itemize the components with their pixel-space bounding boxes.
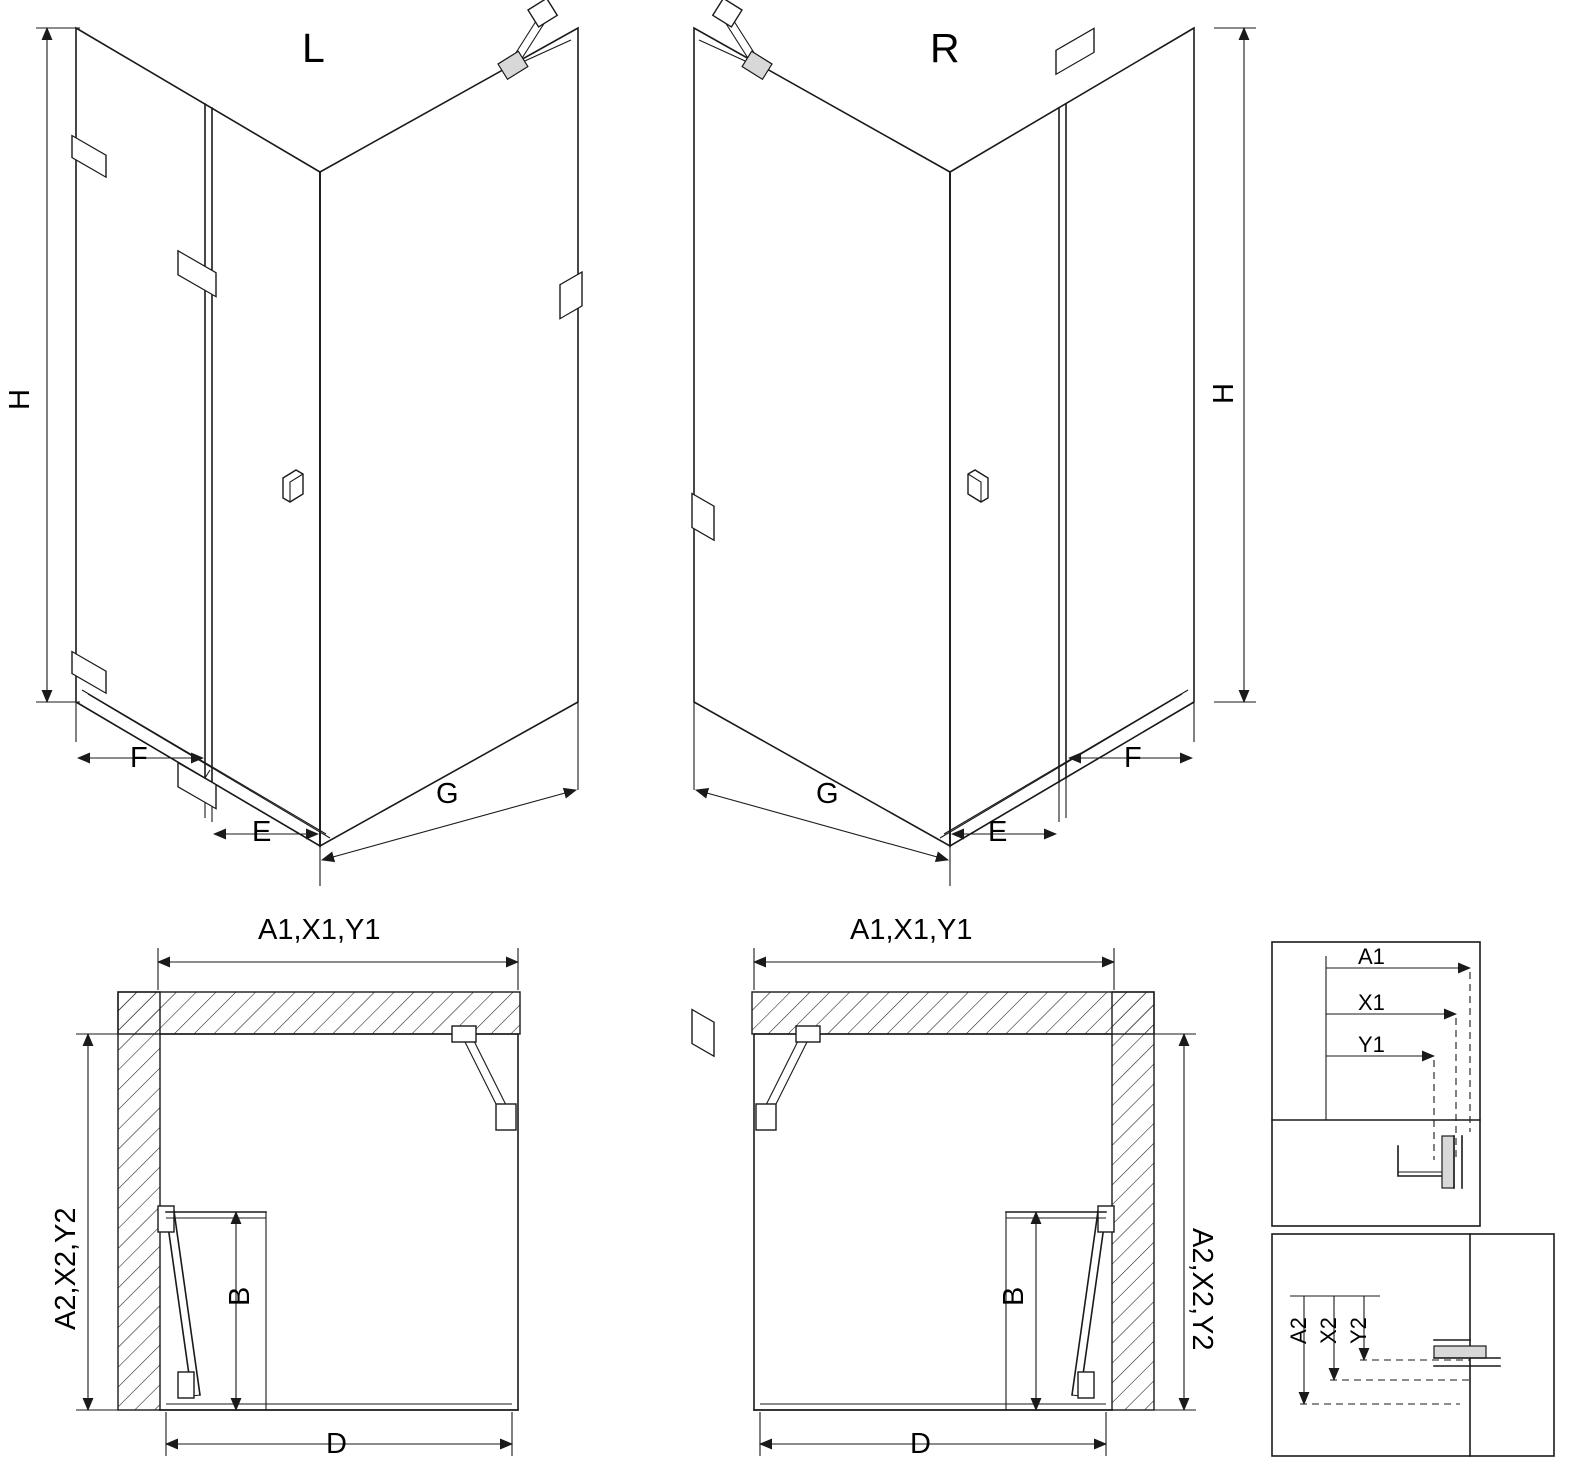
plan-right-b-label: B [998, 1286, 1030, 1306]
iso-right-height-label: H [1208, 383, 1240, 404]
iso-right-e-label: E [988, 816, 1008, 848]
iso-left-variant-label: L [302, 25, 325, 71]
plan-left-geometry [76, 948, 520, 1456]
plan-right-d-label: D [910, 1428, 931, 1460]
iso-left-g-label: G [436, 778, 459, 810]
iso-right-geometry [692, 0, 1256, 1056]
detail-top-y1-label: Y1 [1358, 1032, 1385, 1057]
plan-left-side-dimension-label: A2,X2,Y2 [50, 1207, 82, 1330]
plan-left-top-dimension-label: A1,X1,Y1 [258, 914, 381, 946]
iso-left-e-label: E [252, 816, 272, 848]
plan-right-geometry [752, 948, 1196, 1456]
detail-top-x1-label: X1 [1358, 990, 1385, 1015]
plan-left-b-label: B [224, 1286, 256, 1306]
detail-bottom-a2-label: A2 [1286, 1317, 1311, 1344]
plan-right-side-dimension-label: A2,X2,Y2 [1186, 1228, 1218, 1351]
detail-bottom-x2-label: X2 [1316, 1317, 1341, 1344]
detail-bottom-y2-label: Y2 [1346, 1317, 1371, 1344]
iso-left-f-label: F [130, 742, 148, 774]
detail-top-a1-label: A1 [1358, 944, 1385, 969]
detail-bottom-geometry [1272, 1234, 1554, 1456]
iso-right-g-label: G [816, 778, 839, 810]
iso-left-geometry [36, 0, 582, 886]
detail-top-geometry [1272, 942, 1480, 1226]
iso-right-f-label: F [1124, 742, 1142, 774]
plan-right-top-dimension-label: A1,X1,Y1 [850, 914, 973, 946]
iso-right-variant-label: R [930, 25, 960, 71]
iso-left-height-label: H [4, 389, 36, 410]
plan-left-d-label: D [326, 1428, 347, 1460]
